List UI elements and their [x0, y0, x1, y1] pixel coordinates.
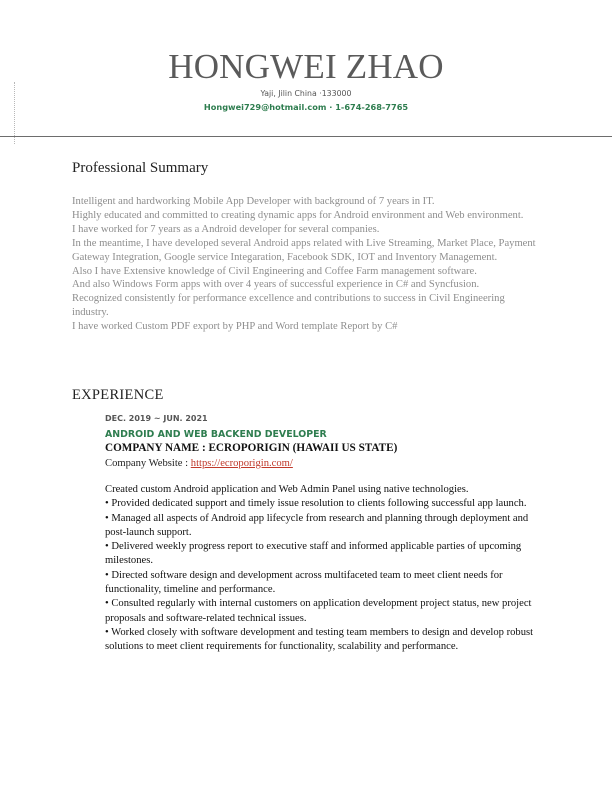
job-bullet: • Consulted regularly with internal customers on application development project status, new project proposals and software-related technical issues.	[105, 598, 532, 624]
summary-line: Highly educated and committed to creating dynamic apps for Android environment and Web environment.	[72, 209, 524, 221]
job-intro: Created custom Android application and Web Admin Panel using native technologies.	[105, 484, 469, 495]
candidate-name: HONGWEI ZHAO	[168, 47, 444, 86]
experience-heading: EXPERIENCE	[72, 387, 164, 403]
contact-separator: ·	[326, 102, 336, 112]
summary-line: Intelligent and hardworking Mobile App Developer with background of 7 years in IT.	[72, 196, 435, 207]
job-entry	[105, 413, 550, 655]
job-dates: DEC. 2019 ~ JUN. 2021	[105, 414, 208, 423]
phone-number: 1-674-268-7765	[335, 102, 409, 112]
summary-heading: Professional Summary	[72, 160, 209, 176]
email-link[interactable]: Hongwei729@hotmail.com	[203, 102, 327, 112]
job-role: ANDROID AND WEB BACKEND DEVELOPER	[105, 429, 327, 440]
summary-line: Recognized consistently for performance excellence and contributions to success in Civil Engineering industry.	[72, 293, 505, 319]
summary-line: In the meantime, I have developed several Android apps related with Live Streaming, Market Place, Payment Gateway Integration, Google service Integaration, Facebook SDK, IOT and Inventory Management.	[72, 237, 536, 263]
job-company: COMPANY NAME : ECROPORIGIN (HAWAII US STATE)	[105, 442, 398, 454]
website-label: Company Website :	[105, 458, 191, 469]
margin-marker	[14, 82, 15, 144]
job-bullet: • Worked closely with software development and testing team members to design and develop robust solutions to meet client requirements for functionality, scalability and performance.	[105, 626, 534, 653]
summary-line: I have worked Custom PDF export by PHP and Word template Report by C#	[72, 321, 398, 333]
job-bullet: • Delivered weekly progress report to executive staff and informed applicable parties of upcoming milestones.	[105, 541, 522, 567]
job-website-line	[105, 457, 550, 471]
summary-body	[72, 195, 542, 334]
contact-line	[0, 101, 612, 113]
summary-line: I have worked for 7 years as a Android developer for several companies.	[72, 223, 380, 235]
candidate-address: Yaji, Jilin China ·133000	[260, 89, 352, 98]
job-bullet: • Directed software design and development across multifaceted team to meet client needs for functionality, timeline and performance.	[105, 569, 503, 596]
summary-line: And also Windows Form apps with over 4 years of successful experience in C# and Syncfusion.	[72, 279, 480, 291]
job-bullet: • Provided dedicated support and timely issue resolution to clients following successful app launch.	[105, 498, 527, 510]
job-bullet: • Managed all aspects of Android app lifecycle from research and planning through deployment and post-launch support.	[105, 512, 529, 538]
header-divider	[0, 136, 612, 137]
company-website-link[interactable]: https://ecroporigin.com/	[190, 458, 293, 469]
job-description	[105, 483, 550, 655]
summary-line: Also I have Extensive knowledge of Civil Engineering and Coffee Farm management software.	[72, 265, 477, 277]
